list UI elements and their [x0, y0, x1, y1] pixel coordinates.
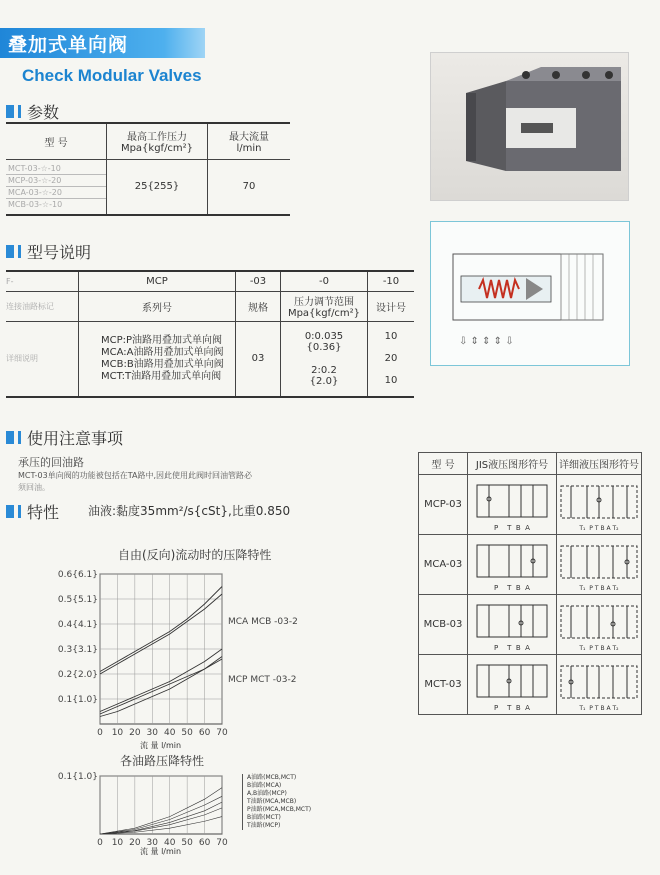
- port-label: T: [594, 584, 599, 592]
- port-label: T₂: [612, 584, 619, 592]
- port-label: T: [594, 704, 599, 712]
- section-characteristics: [6, 500, 59, 523]
- size-value: 03: [236, 321, 281, 397]
- section-model-label: 型号说明: [27, 243, 92, 262]
- y-tick-label: 0.5{5.1}: [57, 595, 98, 605]
- section-model: [6, 240, 91, 263]
- range-value-1b: {0.36}: [306, 341, 342, 353]
- x-tick-label: 60: [198, 838, 211, 848]
- symbol-table: [418, 452, 642, 715]
- x-tick-label: 20: [129, 728, 141, 738]
- port-label: B: [515, 704, 521, 712]
- series-line: [100, 657, 222, 717]
- port-label: B: [600, 704, 605, 712]
- model-item: MCT-03-☆-10: [6, 163, 106, 175]
- section-marker-icon: [6, 505, 14, 518]
- model-list: [6, 159, 107, 215]
- port-label: B: [515, 644, 521, 652]
- range-values: [281, 321, 368, 397]
- port-label: T: [507, 524, 512, 532]
- port-label: T: [507, 584, 512, 592]
- x-tick-label: 10: [111, 838, 124, 848]
- port-label: P: [494, 524, 499, 532]
- symbol-header-detail: 详细液压图形符号: [557, 453, 642, 475]
- port-label: T₂: [612, 644, 619, 652]
- legend-label: MCA MCB -03-2: [228, 617, 298, 627]
- range-value-2: 2:0.2: [311, 364, 337, 376]
- usage-text-2: 须回油。: [18, 483, 50, 492]
- section-marker-icon: [6, 431, 14, 444]
- legend-entry: T油路(MCP): [247, 822, 281, 829]
- port-label: A: [606, 644, 611, 652]
- port-label: T₂: [612, 704, 619, 712]
- header-pressure-label: 最高工作压力: [127, 132, 187, 144]
- design-code: -10: [382, 275, 400, 287]
- port-label: P: [589, 644, 593, 652]
- model-item: MCA-03-☆-20: [6, 187, 106, 199]
- design-value: 10: [384, 374, 398, 386]
- port-label: A: [525, 524, 530, 532]
- symbol-header-jis: JIS液压图形符号: [468, 453, 557, 475]
- valve-cutaway-illustration: [431, 222, 629, 365]
- page-title-cn: 叠加式单向阀: [8, 34, 129, 56]
- y-tick-label: 0.6{6.1}: [57, 570, 98, 580]
- x-tick-label: 0: [97, 838, 103, 848]
- y-tick-label: 0.1{1.0}: [57, 695, 98, 705]
- x-tick-label: 0: [97, 728, 103, 738]
- x-tick-label: 70: [216, 728, 228, 738]
- x-tick-label: 30: [146, 838, 159, 848]
- port-label: A: [525, 584, 530, 592]
- size-label: 规格: [236, 291, 281, 321]
- chart1: [40, 564, 298, 754]
- port-label: B: [600, 584, 605, 592]
- oil-spec: 油液:黏度35mm²/s{cSt},比重0.850: [88, 504, 291, 518]
- section-usage: [6, 426, 123, 449]
- x-tick-label: 70: [216, 838, 228, 848]
- header-flow-unit: l/min: [236, 143, 262, 155]
- model-table: [6, 270, 414, 398]
- port-label: B: [600, 524, 605, 532]
- port-label: P: [494, 644, 499, 652]
- x-tick-label: 40: [163, 838, 176, 848]
- port-label: A: [525, 704, 530, 712]
- port-label: B: [515, 584, 521, 592]
- jis-symbol: [468, 475, 557, 535]
- port-label: 连接油路标记: [6, 291, 79, 321]
- design-values: [368, 321, 415, 397]
- chart2-legend: [242, 774, 311, 830]
- x-tick-label: 30: [146, 728, 159, 738]
- section-params: [6, 100, 59, 123]
- port-label: T: [594, 644, 599, 652]
- port-label: B: [515, 524, 521, 532]
- chart1-title: 自由(反向)流动时的压降特性: [118, 548, 272, 562]
- port-label: T₁: [579, 524, 586, 532]
- chart2-xlabel: 流 量 l/min: [140, 847, 182, 856]
- series-item: MCP:P油路用叠加式单向阀: [101, 334, 223, 346]
- detail-symbol: [557, 655, 642, 715]
- section-characteristics-label: 特性: [27, 503, 60, 522]
- series-item: MCB:B油路用叠加式单向阀: [101, 358, 224, 370]
- legend-entry: B油路(MCA): [247, 782, 282, 789]
- legend-entry: P油路(MCA,MCB,MCT): [247, 806, 312, 813]
- series-line: [100, 659, 222, 714]
- section-marker-icon: [6, 105, 14, 118]
- symbol-row-label: MCA-03: [419, 535, 468, 595]
- legend-entry: B油路(MCT): [247, 814, 281, 821]
- symbol-row-label: MCP-03: [419, 475, 468, 535]
- header-flow: [208, 123, 291, 159]
- series-item: MCT:T油路用叠加式单向阀: [101, 370, 222, 382]
- symbol-row-label: MCB-03: [419, 595, 468, 655]
- detail-symbol: [557, 475, 642, 535]
- legend-entry: A,B油路(MCP): [247, 790, 287, 797]
- symbol-header-model: 型 号: [419, 453, 468, 475]
- product-photo: [430, 52, 629, 201]
- series-list: [79, 321, 236, 397]
- range-value-1: 0:0.035: [304, 330, 344, 342]
- chart2-title: 各油路压降特性: [120, 754, 205, 768]
- x-tick-label: 40: [163, 728, 176, 738]
- range-code: -0: [281, 271, 368, 291]
- port-label: P: [589, 584, 593, 592]
- port-label: B: [600, 644, 605, 652]
- detail-label: 详细说明: [6, 321, 79, 397]
- legend-entry: A油路(MCB,MCT): [247, 774, 297, 781]
- port-label: P: [589, 524, 593, 532]
- design-value: 20: [384, 352, 398, 364]
- pressure-value: 25{255}: [107, 159, 208, 215]
- port-label: T: [594, 524, 599, 532]
- svg-text:⇩ ⇕ ⇕ ⇕ ⇩: ⇩ ⇕ ⇕ ⇕ ⇩: [459, 336, 514, 347]
- plot-frame: [100, 776, 222, 834]
- prefix-code: F-: [6, 271, 79, 291]
- series-item: MCA:A油路用叠加式单向阀: [101, 346, 224, 358]
- header-flow-label: 最大流量: [229, 132, 269, 144]
- jis-symbol: [468, 655, 557, 715]
- flow-value: 70: [242, 181, 256, 193]
- cutaway-diagram: [430, 221, 630, 366]
- section-marker-icon: [18, 245, 21, 258]
- page-title-en: Check Modular Valves: [22, 66, 202, 85]
- port-label: P: [494, 704, 499, 712]
- port-label: T₂: [612, 524, 619, 532]
- x-tick-label: 50: [181, 728, 193, 738]
- range-value-2b: {2.0}: [309, 375, 339, 387]
- port-label: P: [494, 584, 499, 592]
- legend-label: MCP MCT -03-2: [228, 675, 297, 685]
- x-tick-label: 20: [129, 838, 141, 848]
- port-label: A: [606, 584, 611, 592]
- port-label: A: [525, 644, 530, 652]
- jis-symbol: [468, 535, 557, 595]
- symbol-row-label: MCT-03: [419, 655, 468, 715]
- section-marker-icon: [6, 245, 14, 258]
- section-params-label: 参数: [27, 103, 60, 122]
- section-marker-icon: [18, 505, 21, 518]
- usage-subtitle: 承压的回油路: [18, 456, 84, 469]
- detail-symbol: [557, 595, 642, 655]
- y-tick-label: 0.1{1.0}: [57, 772, 98, 782]
- port-label: A: [606, 704, 611, 712]
- jis-symbol: [468, 595, 557, 655]
- model-item: MCB-03-☆-10: [8, 200, 63, 210]
- design-label: 设计号: [376, 302, 406, 314]
- port-label: T: [507, 644, 512, 652]
- range-label: [281, 291, 368, 321]
- header-pressure: [107, 123, 208, 159]
- series-line: [100, 808, 222, 834]
- y-tick-label: 0.4{4.1}: [57, 620, 98, 630]
- x-tick-label: 50: [181, 838, 193, 848]
- port-label: T₁: [579, 704, 586, 712]
- section-usage-label: 使用注意事项: [27, 429, 124, 448]
- chart2: [40, 768, 240, 846]
- model-item: MCP-03-☆-20: [6, 175, 106, 187]
- y-tick-label: 0.3{3.1}: [57, 645, 98, 655]
- port-label: A: [606, 524, 611, 532]
- port-label: P: [589, 704, 593, 712]
- valve-photo-illustration: [431, 53, 628, 200]
- series-line: [100, 649, 222, 712]
- port-label: T₁: [579, 644, 586, 652]
- header-model: 型 号: [6, 123, 107, 159]
- usage-text-1: MCT-03单向阀的功能被包括在TA路中,因此使用此阀时回油管路必: [18, 471, 252, 480]
- series-code: MCP: [79, 271, 236, 291]
- x-tick-label: 10: [111, 728, 124, 738]
- legend-entry: T油路(MCA,MCB): [247, 798, 297, 805]
- size-code: -03: [236, 271, 281, 291]
- range-label-text: 压力调节范围: [294, 297, 354, 308]
- series-label: 系列号: [79, 291, 236, 321]
- params-table: [6, 122, 290, 216]
- range-label-unit: Mpa{kgf/cm²}: [287, 308, 361, 319]
- y-tick-label: 0.2{2.0}: [57, 670, 98, 680]
- x-tick-label: 60: [198, 728, 211, 738]
- section-marker-icon: [18, 105, 21, 118]
- section-marker-icon: [18, 431, 21, 444]
- detail-symbol: [557, 535, 642, 595]
- port-label: T₁: [579, 584, 586, 592]
- design-value: 10: [384, 330, 398, 342]
- chart1-xlabel: 流 量 l/min: [140, 741, 182, 750]
- port-label: T: [507, 704, 512, 712]
- header-pressure-unit: Mpa{kgf/cm²}: [120, 143, 194, 155]
